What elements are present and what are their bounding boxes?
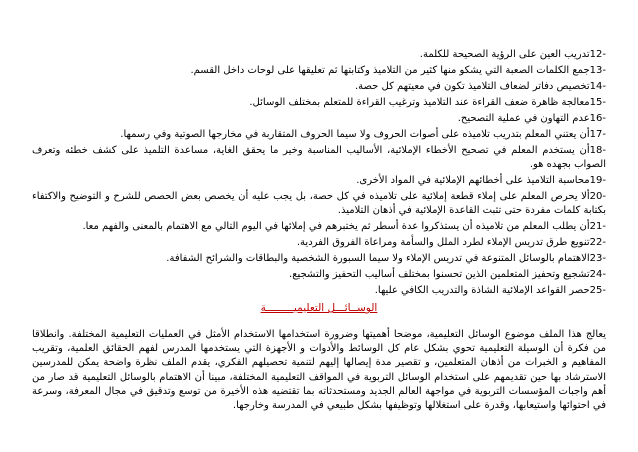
item-number: 16- bbox=[589, 113, 606, 124]
list-item bbox=[32, 236, 606, 250]
list-item bbox=[32, 80, 606, 94]
list-item bbox=[32, 284, 606, 298]
list-item bbox=[32, 268, 606, 282]
body-paragraph: يعالج هذا الملف موضوع الوسائل التعليمية، موضحا أهميتها وضرورة استخدامها الاستخدام الأمثل في العمليات التعليمية المختلفة. وانطلاقا من فكرة أن الوسيلة التعليمية تحوي بشكل عام كل الوسائط والأدوات و الأجهزة التي يستخدمها المدرس لفهم الحقائق العلمية، وتقريب المفاهيم و الخبرات من أذهان المتعلمين، و تقصير مدة إيصالها إليهم لتنمية تحصيلهم الفكري، يقدم الملف نظرة واضحة يمكن للمدرسين الاسترشاد بها حين تقديمهم على استخدام الوسائل التربوية في المواقف التعليمية المختلفة، مبينا أن الاهتمام بالوسائل التعليمية قد صار من أهم واجبات المؤسسات التربوية في مواجهة العالم الجديد ومستحدثاته بما تقتضيه هذه الأخيرة من توسع وتدقيق في مجال المعرفة، وسرعة في احتوائها واستيعابها، وقدرة على استغلالها وتوظيفها بشكل طبيعي في المدرسة وخارجها. bbox=[32, 329, 606, 412]
item-text: عدم التهاون في عملية التصحيح. bbox=[457, 113, 590, 124]
list-item bbox=[32, 128, 606, 142]
item-number: 12- bbox=[589, 49, 606, 60]
item-text: الاهتمام بالوسائل المتنوعة في تدريس الإملاء ولا سيما السبورة الشخصية والبطاقات والشرائح الشفافة. bbox=[166, 253, 590, 264]
item-number: 13- bbox=[589, 65, 606, 76]
item-text: جمع الكلمات الصعبة التي يشكو منها كثير من التلاميذ وكتابتها ثم تعليقها على لوحات داخل القسم. bbox=[190, 65, 590, 76]
list-item bbox=[32, 48, 606, 62]
item-number: 21- bbox=[589, 221, 606, 232]
item-text: محاسبة التلاميذ على أخطائهم الإملائية في المواد الأخرى. bbox=[356, 175, 590, 186]
item-text: تخصيص دفاتر لضعاف التلاميذ تكون في معيتهم كل حصة. bbox=[354, 81, 590, 92]
item-text: أن يستخدم المعلم في تصحيح الأخطاء الإملائية، الأساليب المناسبة وخير ما يحقق الغاية، مساعدة التلميذ على كشف خطئه وتعرف الصواب بجهده هو. bbox=[32, 145, 606, 170]
item-number: 19- bbox=[589, 175, 606, 186]
item-number: 17- bbox=[589, 129, 606, 140]
item-number: 23- bbox=[589, 253, 606, 264]
list-item bbox=[32, 96, 606, 110]
item-text: أن يطلب المعلم من تلاميذه أن يستذكروا عدة أسطر ثم يختبرهم في إملائها في اليوم التالي مع الاهتمام بالمعنى والفهم معا. bbox=[82, 221, 590, 232]
list-item bbox=[32, 112, 606, 126]
item-text: تنويع طرق تدريس الإملاء لطرد الملل والسأمة ومراعاة الفروق الفردية. bbox=[296, 237, 590, 248]
list-item bbox=[32, 174, 606, 188]
item-text: تشجيع وتحفيز المتعلمين الذين تحسنوا بمختلف أساليب التحفيز والتشجيع. bbox=[289, 269, 590, 280]
item-number: 15- bbox=[589, 97, 606, 108]
item-number: 18- bbox=[589, 145, 606, 156]
list-item bbox=[32, 64, 606, 78]
list-item bbox=[32, 144, 606, 172]
list-item bbox=[32, 190, 606, 218]
item-number: 20- bbox=[589, 191, 606, 202]
item-number: 22- bbox=[589, 237, 606, 248]
item-number: 14- bbox=[589, 81, 606, 92]
item-text: ألا يحرص المعلم على إملاء قطعة إملائية على تلاميذه في كل حصة، بل يجب عليه أن يخصص بعض الحصص للشرح و التوضيح والاكتفاء بكتابة كلمات مفردة حتى تثبت القاعدة الإملائية في أذهان التلاميذ. bbox=[32, 191, 606, 216]
list-item bbox=[32, 220, 606, 234]
item-text: معالجة ظاهرة ضعف القراءة عند التلاميذ وترغيب القراءة للمتعلم بمختلف الوسائل. bbox=[249, 97, 590, 108]
item-text: حصر القواعد الإملائية الشاذة والتدريب الكافي عليها. bbox=[374, 285, 590, 296]
item-text: أن يعتني المعلم بتدريب تلاميذه على أصوات الحروف ولا سيما الحروف المتقاربة في مخارجها الصوتية وفي رسمها. bbox=[120, 129, 590, 140]
recommendations-list bbox=[32, 48, 606, 298]
section-title: الوســائـــل التعليميـــــــــة bbox=[260, 302, 378, 314]
list-item bbox=[32, 252, 606, 266]
item-number: 24- bbox=[589, 269, 606, 280]
item-number: 25- bbox=[589, 285, 606, 296]
item-text: تدريب العين على الرؤية الصحيحة للكلمة. bbox=[419, 49, 590, 60]
